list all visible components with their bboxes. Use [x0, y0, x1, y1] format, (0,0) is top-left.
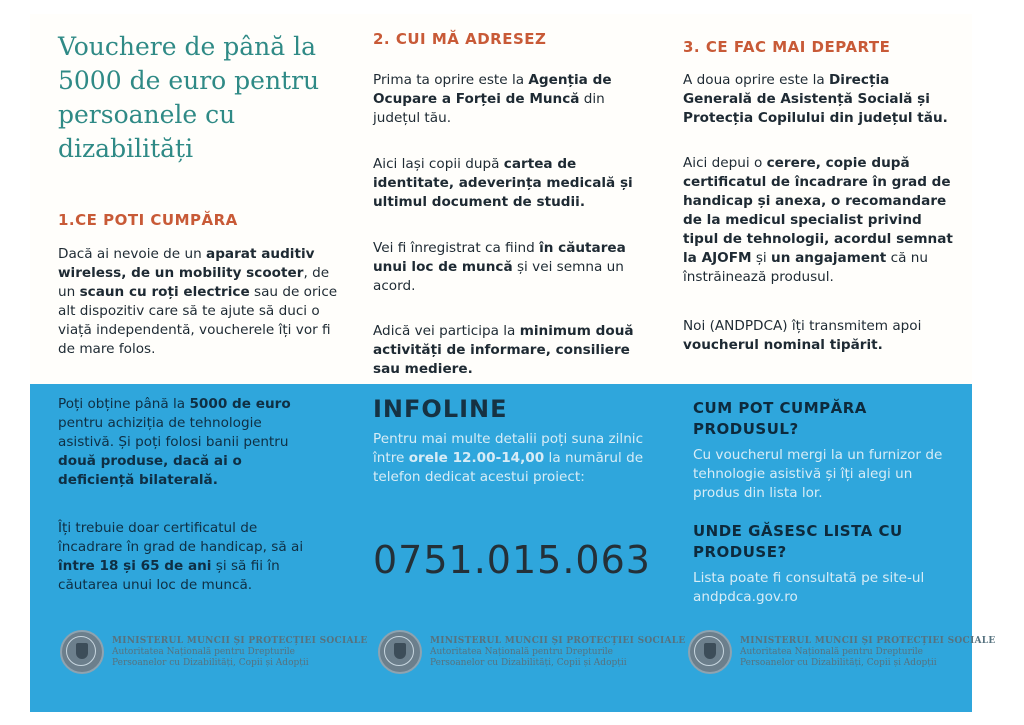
- page-title: Vouchere de până la 5000 de euro pentru persoanele cu dizabilități: [58, 32, 320, 163]
- bold-text-run: două produse, dacă ai o deficiență bilaterală.: [58, 453, 242, 488]
- heading-next-steps: 3. CE FAC MAI DEPARTE: [683, 38, 891, 56]
- text-run: Adică vei participa la: [373, 323, 520, 339]
- bold-text-run: scaun cu roți electrice: [79, 284, 250, 300]
- question-where-list: UNDE GĂSESC LISTA CU PRODUSE?: [693, 522, 903, 561]
- logo-line-3: Persoanelor cu Dizabilități, Copii și Adopții: [740, 657, 937, 668]
- bold-text-run: cerere, copie după certificatul de încadrare în grad de handicap și anexa, o recomandare de la medicul specialist privind tipul de tehnologii, acordul semnat la AJOFM: [683, 155, 953, 266]
- logo-line-1: MINISTERUL MUNCII ȘI PROTECȚIEI SOCIALE: [740, 635, 996, 646]
- phone-number[interactable]: 0751.015.063: [373, 538, 651, 582]
- col3-paragraph-1: [683, 71, 955, 128]
- logo-line-2: Autoritatea Națională pentru Drepturile: [430, 646, 613, 657]
- text-run: și: [751, 250, 772, 266]
- answer-where-list: Lista poate fi consultată pe site-ul andpdca.gov.ro: [693, 570, 925, 605]
- bold-text-run: cartea de identitate, adeverința medicală și ultimul document de studii.: [373, 156, 633, 210]
- col3-paragraph-2: [683, 154, 959, 287]
- bold-text-run: în căutarea unui loc de muncă: [373, 240, 626, 275]
- bold-text-run: aparat auditiv wireless, de un mobility scooter: [58, 246, 315, 281]
- heading-what-can-buy: 1.CE POTI CUMPĂRA: [58, 211, 238, 229]
- bold-text-run: 5000 de euro: [189, 396, 291, 412]
- bold-text-run: orele 12.00-14,00: [408, 450, 545, 466]
- text-run: Îți trebuie doar certificatul de încadrare în grad de handicap, să ai: [58, 520, 304, 555]
- ministry-logo-2: [378, 630, 686, 674]
- bold-text-run: Direcția Generală de Asistență Socială și Protecția Copilului din județul tău.: [683, 72, 948, 126]
- answer-how-to-buy: Cu voucherul mergi la un furnizor de tehnologie asistivă și îți alegi un produs din lista lor.: [693, 447, 943, 501]
- col2-paragraph-1: [373, 71, 641, 128]
- text-run: Prima ta oprire este la: [373, 72, 529, 88]
- government-seal-icon: [60, 630, 104, 674]
- bold-text-run: minimum două activități de informare, consiliere sau mediere.: [373, 323, 634, 377]
- ministry-logo-3: [688, 630, 996, 674]
- logo-line-2: Autoritatea Națională pentru Drepturile: [112, 646, 295, 657]
- text-run: Poți obține până la: [58, 396, 190, 412]
- text-run: A doua oprire este la: [683, 72, 830, 88]
- text-run: Noi (ANDPDCA) îți transmitem apoi: [683, 318, 922, 334]
- text-run: și vei semna un acord.: [373, 259, 624, 294]
- text-run: Vei fi înregistrat ca fiind: [373, 240, 540, 256]
- bold-text-run: Agenția de Ocupare a Forței de Muncă: [373, 72, 612, 107]
- text-run: la numărul de telefon dedicat acestui proiect:: [373, 450, 644, 485]
- logo-line-1: MINISTERUL MUNCII ȘI PROTECȚIEI SOCIALE: [112, 635, 368, 646]
- logo-line-2: Autoritatea Națională pentru Drepturile: [740, 646, 923, 657]
- text-run: pentru achiziția de tehnologie asistivă. Și poți folosi banii pentru: [58, 415, 289, 450]
- text-run: și să fii în căutarea unui loc de muncă.: [58, 558, 280, 593]
- text-run: Aici depui o: [683, 155, 767, 171]
- col2-paragraph-4: [373, 322, 641, 379]
- text-run: Dacă ai nevoie de un: [58, 246, 207, 262]
- col2-paragraph-3: [373, 239, 649, 296]
- bold-text-run: un angajament: [771, 250, 887, 266]
- heading-who-to-address: 2. CUI MĂ ADRESEZ: [373, 30, 547, 48]
- col1-paragraph-2: [58, 395, 320, 490]
- text-run: că nu înstrăinează produsul.: [683, 250, 928, 285]
- government-seal-icon: [688, 630, 732, 674]
- logo-line-3: Persoanelor cu Dizabilități, Copii și Adopții: [430, 657, 627, 668]
- government-seal-icon: [378, 630, 422, 674]
- ministry-logo-1: [60, 630, 368, 674]
- logo-line-3: Persoanelor cu Dizabilități, Copii și Adopții: [112, 657, 309, 668]
- col1-paragraph-3: [58, 519, 320, 595]
- infoline-title: INFOLINE: [373, 395, 508, 423]
- text-run: Aici lași copii după: [373, 156, 504, 172]
- question-how-to-buy: CUM POT CUMPĂRA PRODUSUL?: [693, 399, 867, 438]
- text-run: sau de orice alt dispozitiv care să te ajute să duci o viață independentă, voucherele îți vor fi de mare folos.: [58, 284, 338, 357]
- text-run: , de un: [58, 265, 330, 300]
- text-run: Pentru mai multe detalii poți suna zilnic între: [373, 431, 644, 466]
- infoline-text: [373, 430, 655, 487]
- text-run: din județul tău.: [373, 91, 605, 126]
- logo-line-1: MINISTERUL MUNCII ȘI PROTECȚIEI SOCIALE: [430, 635, 686, 646]
- bold-text-run: între 18 și 65 de ani: [58, 558, 212, 574]
- col1-paragraph-1: [58, 245, 340, 359]
- bold-text-run: voucherul nominal tipărit.: [683, 337, 883, 353]
- col2-paragraph-2: [373, 155, 641, 212]
- col3-paragraph-3: [683, 317, 955, 355]
